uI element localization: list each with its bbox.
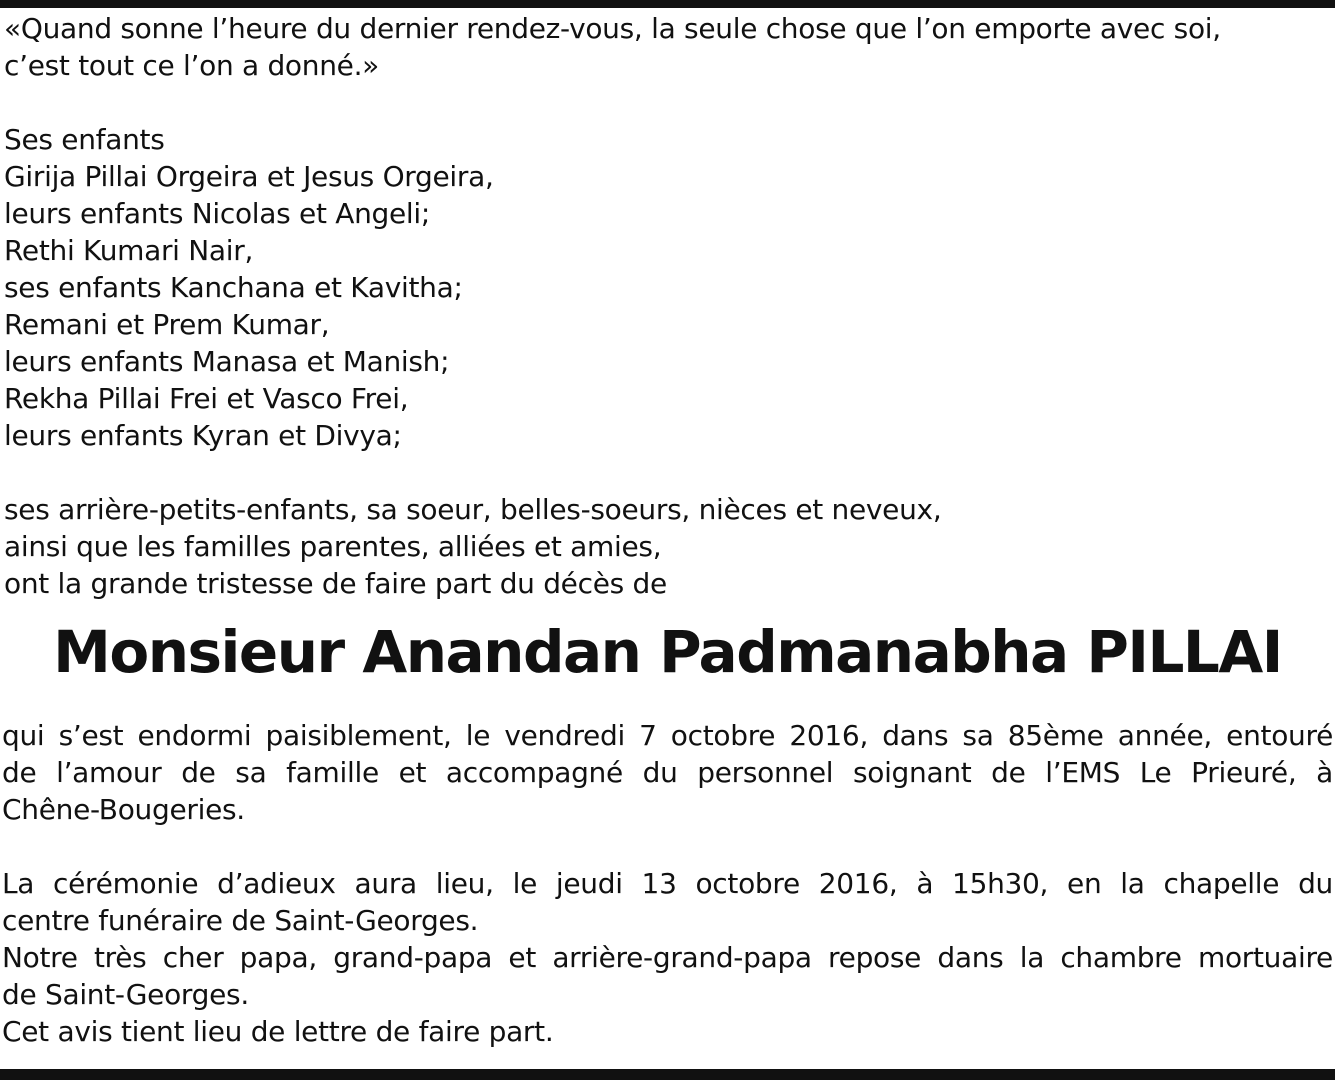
family-member-line: leurs enfants Kyran et Divya;: [4, 419, 402, 452]
top-rule: [0, 0, 1335, 8]
relatives-line: ont la grande tristesse de faire part du décès de: [4, 567, 667, 600]
notice-body: [4, 10, 1334, 602]
family-member-line: ses enfants Kanchana et Kavitha;: [4, 271, 463, 304]
family-member-line: Rekha Pillai Frei et Vasco Frei,: [4, 382, 409, 415]
ceremony-line: Cet avis tient lieu de lettre de faire part.: [2, 1015, 554, 1048]
ceremony-line: centre funéraire de Saint-Georges.: [2, 904, 479, 937]
family-member-line: Girija Pillai Orgeira et Jesus Orgeira,: [4, 160, 494, 193]
bottom-rule: [0, 1069, 1335, 1080]
relatives-line: ses arrière-petits-enfants, sa soeur, belles-soeurs, nièces et neveux,: [4, 493, 942, 526]
ceremony-line: La cérémonie d’adieux aura lieu, le jeudi 13 octobre 2016, à 15h30, en la chapelle du: [2, 867, 1333, 900]
death-line: qui s’est endormi paisiblement, le vendredi 7 octobre 2016, dans sa 85ème année, entouré: [2, 719, 1333, 752]
family-member-line: Rethi Kumari Nair,: [4, 234, 254, 267]
deceased-name: Monsieur Anandan Padmanabha PILLAI: [53, 618, 1282, 686]
ceremony-line: Notre très cher papa, grand-papa et arrière-grand-papa repose dans la chambre mortuaire: [2, 941, 1333, 974]
quote-line: «Quand sonne l’heure du dernier rendez-vous, la seule chose que l’on emporte avec soi,: [4, 12, 1221, 45]
ceremony-line: de Saint-Georges.: [2, 978, 249, 1011]
death-line: de l’amour de sa famille et accompagné du personnel soignant de l’EMS Le Prieuré, à: [2, 756, 1333, 789]
death-line: Chêne-Bougeries.: [2, 793, 245, 826]
notice-details: [2, 717, 1333, 1050]
quote-line: c’est tout ce l’on a donné.»: [4, 49, 380, 82]
family-member-line: leurs enfants Manasa et Manish;: [4, 345, 450, 378]
family-intro: Ses enfants: [4, 123, 165, 156]
family-member-line: leurs enfants Nicolas et Angeli;: [4, 197, 431, 230]
relatives-line: ainsi que les familles parentes, alliées et amies,: [4, 530, 662, 563]
family-member-line: Remani et Prem Kumar,: [4, 308, 330, 341]
